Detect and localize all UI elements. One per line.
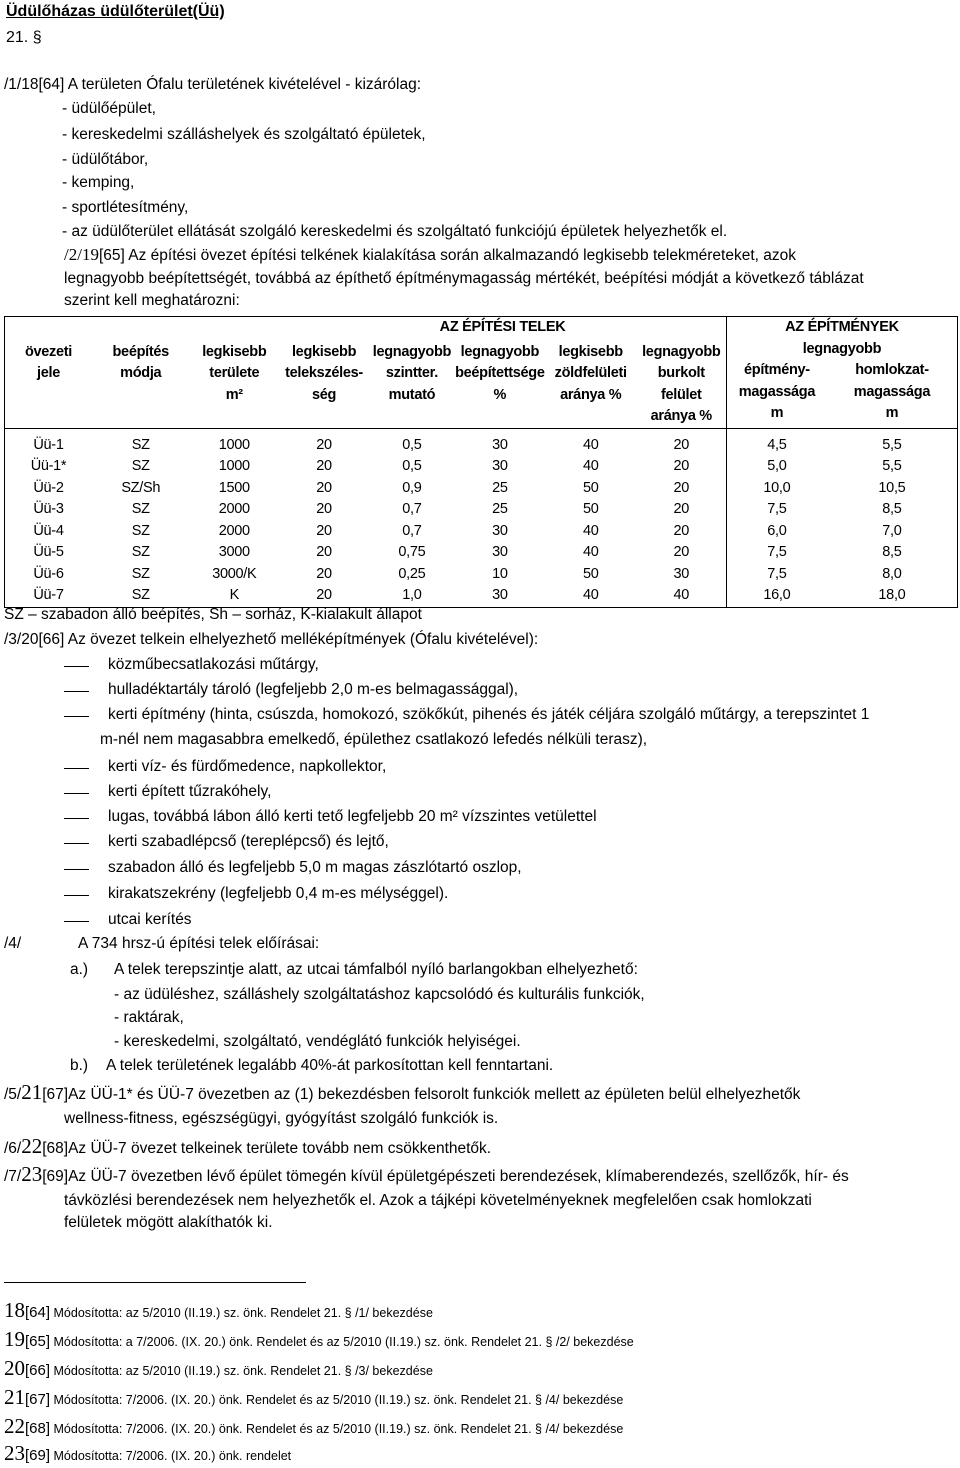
table-cell: 20 bbox=[673, 501, 690, 517]
dash-bullet bbox=[64, 818, 89, 819]
table-cell: 30 bbox=[455, 428, 545, 456]
footnote-ref: [64] bbox=[25, 1304, 51, 1321]
table-cell: Üü-4 bbox=[5, 521, 92, 543]
footnote-text: Módosította: az 5/2010 (II.19.) sz. önk. Rendelet 21. § /3/ bekezdése bbox=[50, 1364, 433, 1378]
table-cell: 0,5 bbox=[402, 458, 422, 474]
footnote-ref: [66] bbox=[25, 1362, 51, 1379]
table-cell: 0,9 bbox=[402, 479, 422, 496]
table-cell: SZ bbox=[92, 428, 189, 456]
footnote-number: 18 bbox=[4, 1298, 25, 1322]
table-cell: 1,0 bbox=[369, 585, 455, 607]
column-header-group: legnagyobb építmény- magassága m homlokzat- magassága m bbox=[726, 339, 957, 429]
table-cell: 10,5 bbox=[827, 478, 958, 500]
dash-bullet bbox=[64, 793, 89, 794]
table-cell: 18,0 bbox=[827, 585, 958, 607]
p6-footnote-number: 22 bbox=[21, 1134, 43, 1158]
p4-a-text: A telek terepszintje alatt, az utcai támfalból nyíló barlangokban elhelyezhető: bbox=[114, 961, 638, 978]
column-header: legkisebb zöldfelületi aránya % bbox=[554, 343, 627, 403]
table-cell: 20 bbox=[316, 565, 332, 582]
table-cell: SZ/Sh bbox=[121, 479, 161, 496]
column-header: homlokzat- magassága m bbox=[853, 362, 931, 421]
table-cell: 20 bbox=[279, 428, 369, 456]
p1-item: - kereskedelmi szálláshelyek és szolgáltató épületek, bbox=[62, 126, 426, 143]
footnote-number: 20 bbox=[4, 1356, 25, 1380]
footnote-number: 21 bbox=[4, 1385, 25, 1409]
section-title: Üdülőházas üdülőterület(Üü) bbox=[6, 3, 225, 20]
column-header: építmény- magassága m bbox=[738, 362, 816, 421]
table-cell: 40 bbox=[582, 522, 599, 539]
table-cell: 3000/K bbox=[212, 565, 257, 582]
table-cell: 16,0 bbox=[726, 585, 826, 607]
p2-prefix: /2/19 bbox=[64, 245, 99, 264]
p6-prefix: /6/ bbox=[4, 1140, 22, 1157]
table-cell: 25 bbox=[492, 479, 508, 496]
p6-text: [68]Az ÜÜ-7 övezet telkeinek területe tovább nem csökkenthetők. bbox=[42, 1140, 492, 1157]
p5-prefix: /5/ bbox=[4, 1086, 22, 1103]
table-cell: 20 bbox=[673, 479, 690, 496]
table-cell: SZ bbox=[131, 501, 150, 517]
column-header: legkisebb telekszéles- ség bbox=[285, 343, 363, 403]
footnote-text: Módosította: 7/2006. (IX. 20.) önk. Rendelet és az 5/2010 (II.19.) sz. önk. Rendelet 21. § /4/ bekezdése bbox=[50, 1422, 624, 1436]
p3-item: közműbecsatlakozási műtárgy, bbox=[108, 656, 319, 673]
p3-item-continuation: m-nél nem magasabbra emelkedő, épülethez csatlakozó lefedés nélküli terasz), bbox=[100, 731, 648, 748]
table-row bbox=[5, 456, 958, 478]
table-cell: 20 bbox=[673, 522, 690, 539]
table-cell: 6,0 bbox=[726, 521, 826, 543]
p5-footnote-number: 21 bbox=[21, 1080, 43, 1104]
p1-item: - sportlétesítmény, bbox=[62, 199, 189, 216]
table-cell: 0,5 bbox=[369, 428, 455, 456]
table-cell: 50 bbox=[582, 501, 599, 517]
table-cell: 40 bbox=[582, 458, 599, 474]
p7-line1 bbox=[4, 1164, 849, 1187]
section-number: 21. § bbox=[6, 29, 42, 46]
p7-footnote-number: 23 bbox=[21, 1162, 43, 1186]
table-cell: Üü-1 bbox=[5, 428, 92, 456]
table-cell: 4,5 bbox=[726, 428, 826, 456]
table-cell: 2000 bbox=[218, 501, 250, 517]
p1-item: - üdülőtábor, bbox=[62, 151, 149, 168]
column-header: legkisebb területe m² bbox=[202, 343, 267, 403]
table-row bbox=[5, 521, 958, 543]
p3-item: kerti épített tűzrakóhely, bbox=[108, 783, 272, 800]
p7-text: [69]Az ÜÜ-7 övezetben lévő épület tömegén kívül épületgépészeti berendezések, klímaberendezés, szellőzők, hír- és bbox=[42, 1168, 849, 1185]
table-cell: 30 bbox=[492, 522, 508, 539]
footnote-ref: [68] bbox=[25, 1420, 51, 1437]
footnote bbox=[4, 1298, 433, 1325]
table-cell: 20 bbox=[637, 428, 727, 456]
table-cell: K bbox=[189, 585, 279, 607]
table-cell: 5,5 bbox=[827, 428, 958, 456]
table-cell: 40 bbox=[545, 428, 637, 456]
column-header: övezeti jele bbox=[5, 339, 92, 429]
table-cell: 1000 bbox=[189, 428, 279, 456]
p4-intro: A 734 hrsz-ú építési telek előírásai: bbox=[78, 935, 320, 952]
table-cell: 3000 bbox=[218, 544, 250, 560]
table-cell: 10,0 bbox=[726, 478, 826, 500]
group-header-telek: AZ ÉPÍTÉSI TELEK bbox=[279, 317, 726, 339]
footnote bbox=[4, 1414, 623, 1441]
table-cell: Üü-5 bbox=[5, 542, 92, 564]
table-legend: SZ – szabadon álló beépítés, Sh – sorház, K-kialakult állapot bbox=[4, 606, 422, 623]
column-header: legnagyobb burkolt felület aránya % bbox=[642, 343, 721, 424]
table-cell: 1500 bbox=[218, 479, 250, 496]
table-cell: 7,5 bbox=[726, 542, 826, 564]
table-cell: 5,5 bbox=[827, 456, 958, 478]
p1-intro: /1/18[64] A területen Ófalu területének kivételével - kizárólag: bbox=[4, 76, 422, 93]
p4-a-label: a.) bbox=[70, 961, 89, 978]
table-cell: 1000 bbox=[218, 458, 250, 474]
p3-item: szabadon álló és legfeljebb 5,0 m magas zászlótartó oszlop, bbox=[108, 859, 522, 876]
p3-item: kirakatszekrény (legfeljebb 0,4 m-es mélységgel). bbox=[108, 885, 449, 902]
table-cell: Üü-7 bbox=[5, 585, 92, 607]
p5-line2: wellness-fitness, egészségügyi, gyógyítást szolgáló funkciók is. bbox=[64, 1110, 499, 1127]
table-cell: 20 bbox=[279, 585, 369, 607]
p4-a-item: - raktárak, bbox=[114, 1009, 184, 1026]
zoning-table bbox=[4, 316, 958, 608]
table-cell: 5,0 bbox=[726, 456, 826, 478]
table-cell: 20 bbox=[316, 501, 332, 517]
table-cell: 25 bbox=[492, 501, 508, 517]
dash-bullet bbox=[64, 843, 89, 844]
footnote bbox=[4, 1441, 291, 1468]
p1-item: - kemping, bbox=[62, 174, 135, 191]
p3-item: kerti építmény (hinta, csúszda, homokozó, szökőkút, pihenés és játék céljára szolgáló műtárgy, a terepszintet 1 bbox=[108, 706, 870, 723]
table-cell: Üü-6 bbox=[5, 564, 92, 586]
dash-bullet bbox=[64, 716, 89, 717]
table-cell: 30 bbox=[673, 565, 690, 582]
footnote-ref: [69] bbox=[25, 1447, 51, 1464]
table-cell: 50 bbox=[582, 479, 599, 496]
table-cell: 0,25 bbox=[398, 565, 426, 582]
footnote-separator bbox=[4, 1282, 306, 1283]
p2-line2: legnagyobb beépítettségét, továbbá az építhető építménymagasság mértékét, beépítési módját a következő táblázat bbox=[64, 270, 864, 287]
table-cell: 0,7 bbox=[402, 501, 422, 517]
table-cell: Üü-2 bbox=[5, 478, 92, 500]
column-header: legnagyobb beépítettsége % bbox=[455, 343, 545, 403]
dash-bullet bbox=[64, 768, 89, 769]
table-cell: Üü-3 bbox=[5, 499, 92, 521]
p4-a-item: - kereskedelmi, szolgáltató, vendéglátó funkciók helyiségei. bbox=[114, 1033, 521, 1050]
p3-intro: /3/20[66] Az övezet telkein elhelyezhető melléképítmények (Ófalu kivételével): bbox=[4, 631, 539, 648]
table-cell: 7,0 bbox=[827, 521, 958, 543]
table-row bbox=[5, 499, 958, 521]
footnote-number: 19 bbox=[4, 1327, 25, 1351]
table-cell: 50 bbox=[582, 565, 599, 582]
table-cell: SZ bbox=[131, 458, 150, 474]
table-cell: 20 bbox=[673, 544, 690, 560]
column-header: beépítés módja bbox=[112, 343, 169, 381]
table-cell: 8,5 bbox=[827, 542, 958, 564]
table-row bbox=[5, 564, 958, 586]
table-row bbox=[5, 542, 958, 564]
column-header: legnagyobb szintter. mutató bbox=[372, 343, 452, 403]
table-cell: 7,5 bbox=[726, 564, 826, 586]
p3-item: kerti víz- és fürdőmedence, napkollektor, bbox=[108, 758, 387, 775]
table-cell: 20 bbox=[316, 458, 332, 474]
table-cell: Üü-1* bbox=[5, 456, 92, 478]
table-cell: 20 bbox=[316, 522, 332, 539]
table-cell: SZ bbox=[131, 565, 150, 582]
dash-bullet bbox=[64, 666, 89, 667]
p3-item: utcai kerítés bbox=[108, 911, 192, 928]
p7-line2: távközlési berendezések nem helyezhetők el. Azok a tájképi követelményeknek megfelelően csak homlokzati bbox=[64, 1192, 812, 1209]
p7-prefix: /7/ bbox=[4, 1168, 22, 1185]
table-cell: SZ bbox=[131, 544, 150, 560]
p2-line3: szerint kell meghatározni: bbox=[64, 292, 240, 309]
table-cell: 10 bbox=[492, 565, 508, 582]
table-cell: 20 bbox=[316, 479, 332, 496]
table-cell: 20 bbox=[673, 458, 690, 474]
table-cell: 8,0 bbox=[827, 564, 958, 586]
table-cell: 30 bbox=[492, 544, 508, 560]
p2-line1 bbox=[64, 245, 796, 266]
p4-b-label: b.) bbox=[70, 1057, 89, 1074]
p7-line3: felületek mögött alakíthatók ki. bbox=[64, 1214, 273, 1231]
p4-b-text: A telek területének legalább 40%-át parkosítottan kell fenntartani. bbox=[106, 1057, 554, 1074]
p3-item: kerti szabadlépcső (tereplépcső) és lejtő, bbox=[108, 833, 389, 850]
table-cell: 7,5 bbox=[726, 499, 826, 521]
footnote-ref: [65] bbox=[25, 1333, 51, 1350]
p5-line1 bbox=[4, 1082, 800, 1105]
table-cell: 40 bbox=[637, 585, 727, 607]
table-cell: 30 bbox=[492, 458, 508, 474]
p2-text: [65] Az építési övezet építési telkének kialakítása során alkalmazandó legkisebb telekméreteket, azok bbox=[98, 247, 796, 264]
footnote-text: Módosította: a 7/2006. (IX. 20.) önk. Rendelet és az 5/2010 (II.19.) sz. önk. Rendelet 21. § /2/ bekezdése bbox=[50, 1335, 634, 1349]
footnote-number: 22 bbox=[4, 1414, 25, 1438]
dash-bullet bbox=[64, 869, 89, 870]
footnote-text: Módosította: az 5/2010 (II.19.) sz. önk. Rendelet 21. § /1/ bekezdése bbox=[50, 1306, 433, 1320]
p4-a-item: - az üdüléshez, szálláshely szolgáltatáshoz kapcsolódó és kulturális funkciók, bbox=[114, 986, 645, 1003]
table-row bbox=[5, 585, 958, 607]
table-cell: SZ bbox=[131, 522, 150, 539]
table-cell: 40 bbox=[582, 544, 599, 560]
footnote-ref: [67] bbox=[25, 1391, 51, 1408]
table-cell: 0,7 bbox=[402, 522, 422, 539]
table-cell: 2000 bbox=[218, 522, 250, 539]
table-cell: 40 bbox=[545, 585, 637, 607]
p5-text: [67]Az ÜÜ-1* és ÜÜ-7 övezetben az (1) bekezdésben felsorolt funkciók mellett az épületen belül elhelyezhetők bbox=[42, 1086, 801, 1103]
footnote bbox=[4, 1385, 623, 1412]
p3-item: hulladéktartály tároló (legfeljebb 2,0 m-es belmagassággal), bbox=[108, 681, 519, 698]
p4-label: /4/ bbox=[4, 935, 22, 952]
dash-bullet bbox=[64, 691, 89, 692]
group-header-epitmeny: AZ ÉPÍTMÉNYEK bbox=[726, 317, 957, 339]
p1-item: - üdülőépület, bbox=[62, 100, 156, 117]
p6-line1 bbox=[4, 1136, 491, 1159]
p1-item: - az üdülőterület ellátását szolgáló kereskedelmi és szolgáltató funkciójú épületek helyezhetők el. bbox=[62, 223, 728, 240]
footnote bbox=[4, 1327, 634, 1354]
table-cell: 20 bbox=[316, 544, 332, 560]
table-row bbox=[5, 428, 958, 456]
table-row bbox=[5, 478, 958, 500]
table-cell: 30 bbox=[455, 585, 545, 607]
table-cell: SZ bbox=[92, 585, 189, 607]
table-cell: 0,75 bbox=[398, 544, 426, 560]
footnote-text: Módosította: 7/2006. (IX. 20.) önk. Rendelet és az 5/2010 (II.19.) sz. önk. Rendelet 21. § /4/ bekezdése bbox=[50, 1393, 624, 1407]
footnote bbox=[4, 1356, 433, 1383]
dash-bullet bbox=[64, 921, 89, 922]
p3-item: lugas, továbbá lábon álló kerti tető legfeljebb 20 m² vízszintes vetülettel bbox=[108, 808, 597, 825]
dash-bullet bbox=[64, 895, 89, 896]
footnote-text: Módosította: 7/2006. (IX. 20.) önk. rendelet bbox=[50, 1449, 292, 1463]
footnote-number: 23 bbox=[4, 1441, 25, 1465]
table-cell: 8,5 bbox=[827, 499, 958, 521]
